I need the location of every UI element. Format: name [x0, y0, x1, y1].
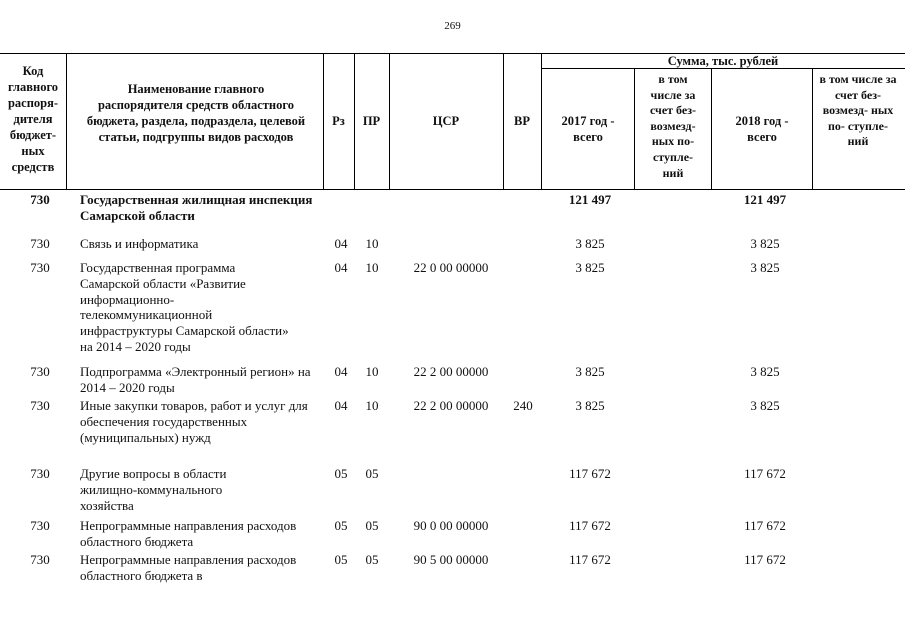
header-name: Наименование главного распорядителя средств областного бюджета, раздела, подраздела, целевой статьи, подгруппы видов расходов [86, 82, 306, 144]
row-name: Государственная жилищная инспекция Самарской области [80, 192, 313, 223]
row-csr: 90 5 00 00000 [413, 552, 489, 567]
row-name: Непрограммные направления расходов областного бюджета [80, 518, 297, 549]
header-2018-total: 2018 год - всего [735, 114, 789, 144]
row-name: Государственная программа Самарской области «Развитие информационно-телекоммуникационной инфраструктуры Самарской области» на 2014 – 2020 годы [80, 260, 289, 354]
row-rz: 04 [334, 260, 348, 275]
row-sum-2017: 117 672 [569, 552, 611, 567]
row-vr: 240 [513, 398, 533, 413]
row-code: 730 [30, 192, 50, 207]
row-csr: 22 2 00 00000 [413, 364, 489, 379]
row-code: 730 [30, 260, 50, 275]
row-rz: 04 [334, 364, 348, 379]
row-name: Непрограммные направления расходов областного бюджета в [80, 552, 297, 583]
row-pr: 10 [365, 364, 379, 379]
row-sum-2017: 117 672 [569, 518, 611, 533]
header-2017-total: 2017 год - всего [561, 114, 615, 144]
row-code: 730 [30, 236, 50, 251]
row-csr: 22 0 00 00000 [413, 260, 489, 275]
row-pr: 10 [365, 260, 379, 275]
row-code: 730 [30, 552, 50, 567]
row-pr: 10 [365, 236, 379, 251]
header-code: Код главного распоря- дителя бюджет- ных средств [7, 64, 59, 174]
row-sum-2017: 3 825 [575, 236, 605, 251]
header-rz: Рз [332, 114, 345, 128]
row-sum-2018: 3 825 [750, 364, 780, 379]
header-sum: Сумма, тыс. рублей [667, 54, 779, 68]
row-sum-2018: 117 672 [744, 552, 786, 567]
col-divider [711, 68, 712, 190]
row-rz: 05 [334, 518, 348, 533]
row-name: Подпрограмма «Электронный регион» на 2014 – 2020 годы [80, 364, 311, 395]
row-code: 730 [30, 518, 50, 533]
page-number: 269 [444, 20, 461, 32]
header-bottom-border [0, 189, 905, 190]
row-csr: 90 0 00 00000 [413, 518, 489, 533]
row-code: 730 [30, 466, 50, 481]
col-divider [812, 68, 813, 190]
row-sum-2017: 3 825 [575, 364, 605, 379]
row-sum-2018: 117 672 [744, 518, 786, 533]
row-pr: 05 [365, 518, 379, 533]
row-sum-2017: 117 672 [569, 466, 611, 481]
header-vr: ВР [514, 114, 530, 128]
row-pr: 10 [365, 398, 379, 413]
header-pr: ПР [362, 114, 381, 128]
row-sum-2018: 3 825 [750, 398, 780, 413]
row-name: Связь и информатика [80, 236, 199, 251]
row-sum-2018: 117 672 [744, 466, 786, 481]
row-code: 730 [30, 398, 50, 413]
header-csr: ЦСР [432, 114, 460, 128]
row-rz: 04 [334, 398, 348, 413]
row-sum-2017: 3 825 [575, 398, 605, 413]
col-divider [541, 53, 542, 190]
row-pr: 05 [365, 552, 379, 567]
header-2018-incl: в том числе за счет без- возмезд- ных по- ступле- ний [819, 72, 897, 149]
row-pr: 05 [365, 466, 379, 481]
row-sum-2018: 3 825 [750, 236, 780, 251]
row-sum-2018: 3 825 [750, 260, 780, 275]
row-sum-2017: 121 497 [568, 192, 612, 207]
header-2017-incl: в том числе за счет без- возмезд- ных по- ступле- ний [649, 72, 697, 180]
row-name: Иные закупки товаров, работ и услуг для обеспечения государственных (муниципальных) нужд [80, 398, 308, 445]
row-rz: 05 [334, 552, 348, 567]
row-sum-2018: 121 497 [743, 192, 787, 207]
row-rz: 05 [334, 466, 348, 481]
row-code: 730 [30, 364, 50, 379]
row-name: Другие вопросы в области жилищно-коммунального хозяйства [80, 466, 227, 513]
row-sum-2017: 3 825 [575, 260, 605, 275]
col-divider [634, 68, 635, 190]
row-csr: 22 2 00 00000 [413, 398, 489, 413]
table-header [0, 53, 905, 190]
row-rz: 04 [334, 236, 348, 251]
col-divider [66, 53, 67, 190]
